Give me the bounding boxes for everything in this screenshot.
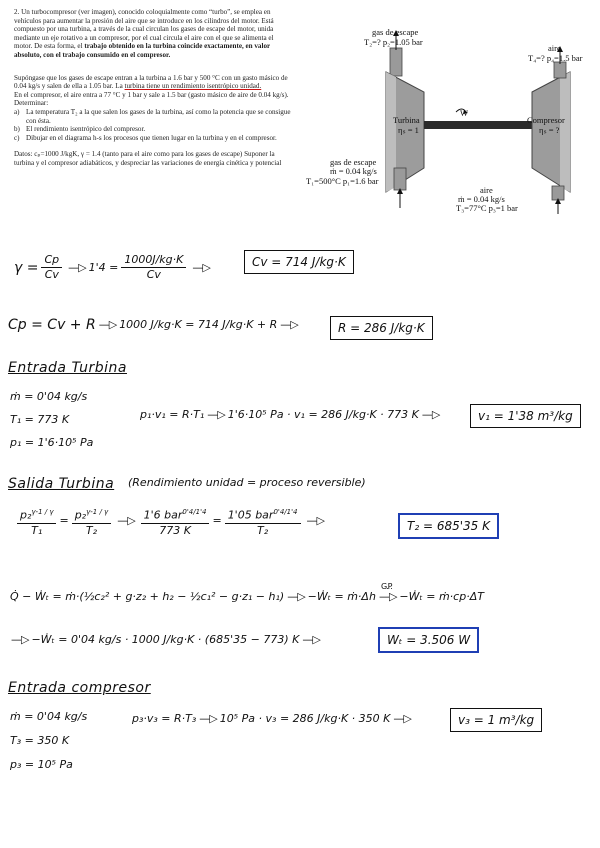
v1-result-box: v₁ = 1'38 m³/kg <box>470 404 581 428</box>
air-out-state: T₄=? p₄=1.5 bar <box>528 53 583 63</box>
wt-result-box: Wₜ = 3.506 W <box>378 627 479 653</box>
compressor-inlet-pipe <box>552 186 564 200</box>
problem-determinar: Determinar: <box>14 99 49 108</box>
problem-number: 2. <box>14 8 20 16</box>
gas-out-title: gas de escape <box>372 27 419 37</box>
turbine-name: Turbina <box>393 115 420 125</box>
turbine-work-calc: —▷ −Ẇₜ = 0'04 kg/s · 1000 J/kg·K · (685'35 − 773) K —▷ <box>11 633 320 646</box>
et-t1: T₁ = 773 K <box>10 413 70 426</box>
ec-ideal-gas-eq: p₃·v₃ = R·T₃ —▷ 10⁵ Pa · v₃ = 286 J/kg·K · 350 K —▷ <box>132 712 411 725</box>
problem-statement <box>14 8 292 168</box>
ec-p3: p₃ = 10⁵ Pa <box>10 758 73 771</box>
gas-in-flow: ṁ = 0.04 kg/s <box>330 166 377 176</box>
r-result-box: R = 286 J/kg·K <box>330 316 433 340</box>
gas-out-state: T₂=? p₂=1.05 bar <box>364 37 423 47</box>
problem-item-c: c) Dibujar en el diagrama h-s los procesos que tienen lugar en la turbina y en el compresor. <box>14 133 277 142</box>
turbine-outlet-pipe <box>390 48 402 76</box>
compressor-efficiency: ηₛ = ? <box>539 125 560 135</box>
salida-turbina-note: (Rendimiento unidad = proceso reversible) <box>128 476 366 489</box>
shaft <box>424 121 532 129</box>
shaft-work-label: W <box>460 108 469 118</box>
problem-datos: Datos: cₚ=1000 J/kgK, γ = 1.4 (tanto para el aire como para los gases de escape) Suponer la turbina y el compresor adiabáticos, y despreciar las variaciones de energía cinética y potencial <box>14 150 282 167</box>
problem-item-b: b) El rendimiento isentrópico del compresor. <box>14 125 146 134</box>
turbocharger-diagram <box>300 0 596 222</box>
air-in-title: aire <box>480 185 493 195</box>
cv-result-box: Cv = 714 J/kg·K <box>244 250 354 274</box>
ec-t3: T₃ = 350 K <box>10 734 70 747</box>
air-out-title: aire <box>548 43 561 53</box>
ec-mdot: ṁ = 0'04 kg/s <box>10 710 88 723</box>
entrada-compresor-heading: Entrada compresor <box>8 680 151 696</box>
et-p1: p₁ = 1'6·10⁵ Pa <box>10 436 94 449</box>
gas-in-title: gas de escape <box>330 157 377 167</box>
isentropic-relation: $\frac{p_2^{\gamma-1 / \gamma}}{\text{T₁}}$ = $\frac{p_2^{\gamma-1 / \gamma}}{\text{T₂}}$ —▷ $\frac{1'6 bar^{0'4/1'4}}{773 K}$ = $\frac{1'05 bar^{0'4/1'4}}{\text{T₂}}$ —▷ <box>14 506 327 537</box>
turbine-inlet-pipe <box>394 168 406 190</box>
problem-para-3: En el compresor, el aire entra a 77 °C y 1 bar y sale a 1.5 bar (gasto másico de aire de 0.04 kg/s). <box>14 90 289 99</box>
t2-result-box: T₂ = 685'35 K <box>398 513 499 539</box>
et-ideal-gas-eq: p₁·v₁ = R·T₁ —▷ 1'6·10⁵ Pa · v₁ = 286 J/kg·K · 773 K —▷ <box>140 408 440 421</box>
turbine-efficiency: ηₛ = 1 <box>398 125 419 135</box>
problem-item-a: a) La temperatura T₂ a la que salen los gases de la turbina, así como la potencia que se consigue con ésta. <box>14 107 291 125</box>
energy-balance: Q̇ − Ẇₜ = ṁ·(½c₂² + g·z₂ + h₂ − ½c₁² − g·z₁ − h₁) —▷ −Ẇₜ = ṁ·Δh —▷ G.P. −Ẇₜ = ṁ·cp·ΔT <box>10 582 484 603</box>
et-mdot: ṁ = 0'04 kg/s <box>10 390 88 403</box>
salida-turbina-heading: Salida Turbina <box>8 476 115 492</box>
cp-relation: Cp = Cv + R —▷ 1000 J/kg·K = 714 J/kg·K + R —▷ <box>8 317 298 333</box>
air-in-flow: ṁ = 0.04 kg/s <box>458 194 505 204</box>
problem-para-1: 2. Un turbocompresor (ver imagen), conocido coloquialmente como “turbo”, se emplea en vehículos para aumentar la presión del aire que se introduce en los cilindros del motor. Está compuesto por una turbina, a través de la cual circulan los gases de escape del motor, unida mediante un eje rotativo a un compresor, por el cual circula el aire con el que se alimenta el motor. De esta forma, el trabajo obtenido en la turbina coincide exactamente, en valor absoluto, con el trabajo consumido en el compresor. <box>14 8 274 59</box>
compressor-outlet-pipe <box>554 62 566 78</box>
gas-in-state: T₁=500°C p₁=1.6 bar <box>306 176 379 186</box>
entrada-turbina-heading: Entrada Turbina <box>8 360 127 376</box>
air-in-state: T₃=77°C p₃=1 bar <box>456 203 518 213</box>
gamma-definition: γ = $\frac{Cp}{Cv}$ —▷ 1'4 = $\frac{1000J/kg\cdot K}{Cv}$ —▷ <box>14 253 210 281</box>
compressor-name: Compresor <box>527 115 565 125</box>
problem-para-2: Supóngase que los gases de escape entran a la turbina a 1.6 bar y 500 °C con un gasto másico de 0.04 kg/s y salen de ella a 1.05 bar. La turbina tiene un rendimiento isentrópico unidad. <box>14 73 288 91</box>
v3-result-box: v₃ = 1 m³/kg <box>450 708 542 732</box>
